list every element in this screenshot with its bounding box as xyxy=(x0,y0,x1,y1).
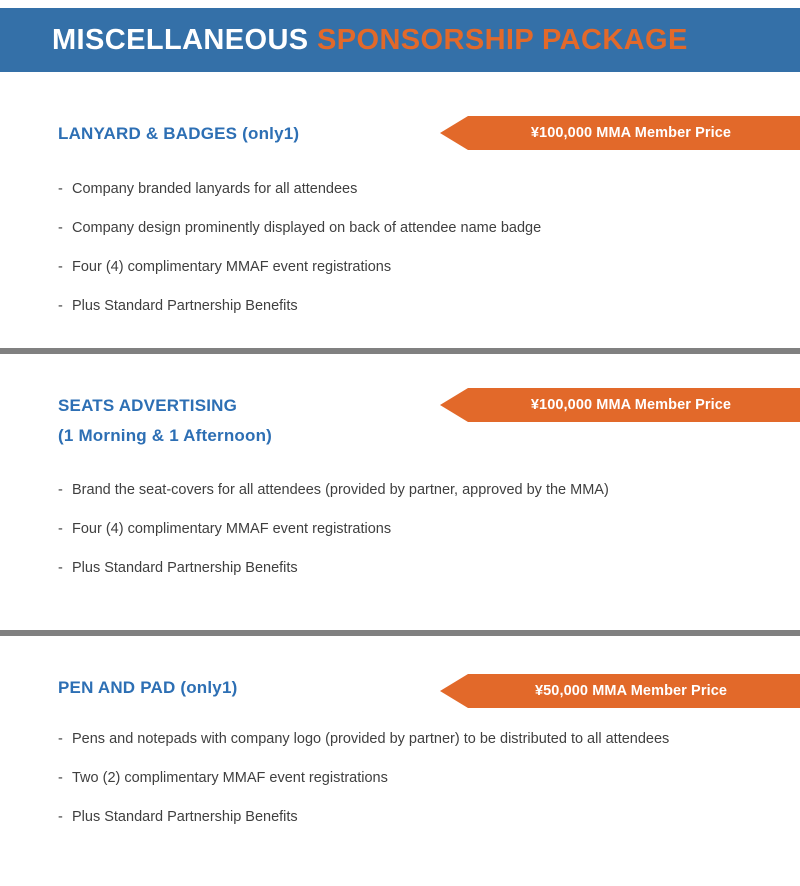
list-item-text: Company branded lanyards for all attendees xyxy=(72,181,358,197)
sponsorship-section-pen-and-pad xyxy=(0,678,800,868)
price-ribbon xyxy=(440,388,800,422)
bullet-marker: - xyxy=(58,181,63,197)
list-item-text: Company design prominently displayed on back of attendee name badge xyxy=(72,220,542,236)
list-item xyxy=(58,519,698,539)
benefit-list xyxy=(58,480,698,597)
bullet-marker: - xyxy=(58,298,63,314)
price-label: ¥50,000 MMA Member Price xyxy=(534,683,728,699)
list-item-text: Pens and notepads with company logo (provided by partner) to be distributed to all attendees xyxy=(72,731,670,747)
list-item-text: Plus Standard Partnership Benefits xyxy=(72,809,298,825)
page-title-part-1: MISCELLANEOUS xyxy=(52,23,317,56)
list-item xyxy=(58,179,698,199)
list-item xyxy=(58,558,698,578)
list-item xyxy=(58,807,698,827)
list-item-text: Two (2) complimentary MMAF event registrations xyxy=(72,770,388,786)
page-title xyxy=(52,23,688,56)
list-item xyxy=(58,257,698,277)
bullet-marker: - xyxy=(58,220,63,236)
benefit-list xyxy=(58,179,698,335)
list-item xyxy=(58,218,698,238)
list-item xyxy=(58,729,698,749)
list-item xyxy=(58,480,698,500)
price-ribbon xyxy=(440,116,800,150)
list-item-text: Four (4) complimentary MMAF event registrations xyxy=(72,259,392,275)
sponsorship-section-seats-advertising xyxy=(0,396,800,606)
price-label: ¥100,000 MMA Member Price xyxy=(530,397,732,413)
list-item-text: Plus Standard Partnership Benefits xyxy=(72,298,298,314)
list-item xyxy=(58,768,698,788)
bullet-marker: - xyxy=(58,770,63,786)
section-title: LANYARD & BADGES (only1) xyxy=(58,124,300,143)
bullet-marker: - xyxy=(58,259,63,275)
section-divider xyxy=(0,348,800,354)
section-title: PEN AND PAD (only1) xyxy=(58,678,238,697)
price-ribbon xyxy=(440,674,800,708)
bullet-marker: - xyxy=(58,809,63,825)
bullet-marker: - xyxy=(58,521,63,537)
list-item xyxy=(58,296,698,316)
bullet-marker: - xyxy=(58,731,63,747)
page-title-part-2: SPONSORSHIP PACKAGE xyxy=(317,23,688,56)
section-title: SEATS ADVERTISING xyxy=(58,396,238,415)
list-item-text: Four (4) complimentary MMAF event registrations xyxy=(72,521,392,537)
section-divider xyxy=(0,630,800,636)
benefit-list xyxy=(58,729,698,846)
bullet-marker: - xyxy=(58,482,63,498)
sponsorship-section-lanyard-badges xyxy=(0,124,800,324)
list-item-text: Plus Standard Partnership Benefits xyxy=(72,560,298,576)
list-item-text: Brand the seat-covers for all attendees (provided by partner, approved by the MMA) xyxy=(72,482,609,498)
bullet-marker: - xyxy=(58,560,63,576)
price-label: ¥100,000 MMA Member Price xyxy=(530,125,732,141)
section-subtitle: (1 Morning & 1 Afternoon) xyxy=(58,426,273,445)
header-banner xyxy=(0,8,800,72)
